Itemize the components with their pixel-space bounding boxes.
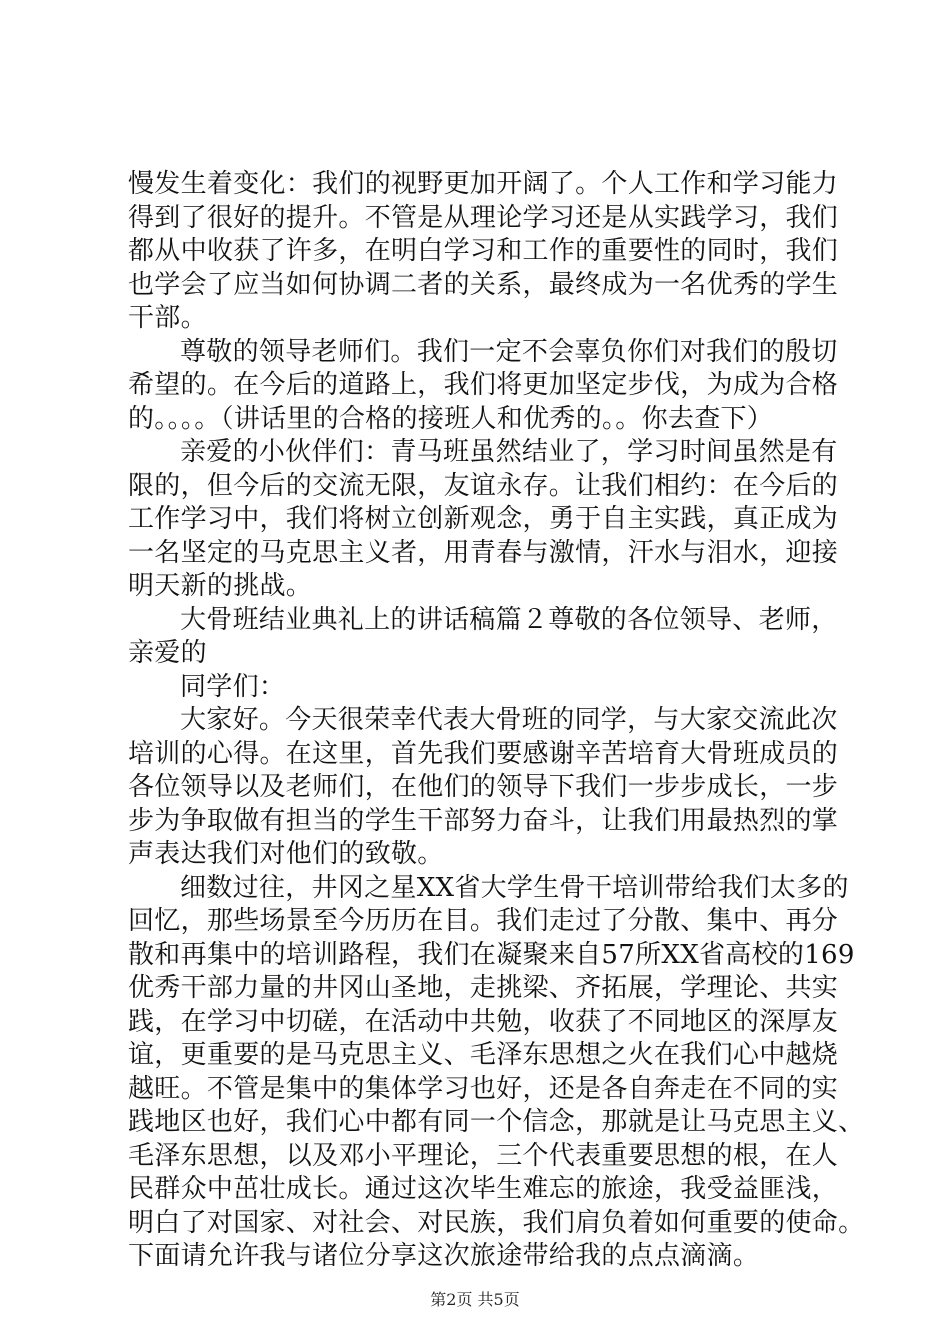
text-line: 干部。 xyxy=(128,303,207,333)
text-line: 践地区也好，我们心中都有同一个信念，那就是让马克思主义、 xyxy=(128,1107,865,1137)
text-line: 培训的心得。在这里，首先我们要感谢辛苦培育大骨班成员的 xyxy=(128,738,839,769)
text-line: 越旺。不管是集中的集体学习也好，还是各自奔走在不同的实 xyxy=(128,1073,839,1104)
text-line: 得到了很好的提升。不管是从理论学习还是从实践学习，我们 xyxy=(128,202,839,233)
text-line: 明天新的挑战。 xyxy=(128,571,313,601)
text-line: 声表达我们对他们的致敬。 xyxy=(128,839,444,869)
text-line: 各位领导以及老师们，在他们的领导下我们一步步成长，一步 xyxy=(128,772,839,802)
text-line: 明白了对国家、对社会、对民族，我们肩负着如何重要的使命。 xyxy=(128,1207,865,1238)
paragraph-first-line: 亲爱的小伙伴们：青马班虽然结业了，学习时间虽然是有 xyxy=(180,437,838,467)
document-body xyxy=(128,168,865,1274)
paragraph-first-line: 同学们： xyxy=(180,671,286,702)
text-line: 一名坚定的马克思主义者，用青春与激情，汗水与泪水，迎接 xyxy=(128,537,839,568)
paragraph-first-line: 大家好。今天很荣幸代表大骨班的同学，与大家交流此次 xyxy=(180,705,838,735)
text-line: 希望的。在今后的道路上，我们将更加坚定步伐，为成为合格 xyxy=(128,370,839,400)
paragraph-first-line: 大骨班结业典礼上的讲话稿篇２尊敬的各位领导、老师， xyxy=(180,604,838,635)
page-number-footer: 第2页 共5页 xyxy=(430,1290,520,1309)
paragraph-first-line: 细数过往，井冈之星XX省大学生骨干培训带给我们太多的 xyxy=(180,872,849,903)
text-line: 民群众中茁壮成长。通过这次毕生难忘的旅途，我受益匪浅， xyxy=(128,1174,839,1204)
text-line: 优秀干部力量的井冈山圣地，走挑梁、齐拓展，学理论、共实 xyxy=(128,973,839,1003)
text-line: 步为争取做有担当的学生干部努力奋斗，让我们用最热烈的掌 xyxy=(128,805,839,836)
text-line: 工作学习中，我们将树立创新观念，勇于自主实践，真正成为 xyxy=(128,504,839,534)
text-line: 慢发生着变化：我们的视野更加开阔了。个人工作和学习能力 xyxy=(128,169,839,199)
text-line: 毛泽东思想，以及邓小平理论，三个代表重要思想的根，在人 xyxy=(128,1140,839,1171)
text-line: 都从中收获了许多，在明白学习和工作的重要性的同时，我们 xyxy=(128,236,839,266)
text-line: 下面请允许我与诸位分享这次旅途带给我的点点滴滴。 xyxy=(128,1241,760,1271)
text-line: 限的，但今后的交流无限，友谊永存。让我们相约：在今后的 xyxy=(128,470,839,501)
text-line: 也学会了应当如何协调二者的关系，最终成为一名优秀的学生 xyxy=(128,269,839,300)
text-line: 谊，更重要的是马克思主义、毛泽东思想之火在我们心中越烧 xyxy=(128,1040,839,1070)
text-line: 践，在学习中切磋，在活动中共勉，收获了不同地区的深厚友 xyxy=(128,1006,839,1037)
text-line: 回忆，那些场景至今历历在目。我们走过了分散、集中、再分 xyxy=(128,906,839,936)
text-line: 的。。。。（讲话里的合格的接班人和优秀的。。你去查下） xyxy=(128,403,774,434)
text-line: 散和再集中的培训路程，我们在凝聚来自57所XX省高校的169 xyxy=(128,939,855,970)
text-line: 亲爱的 xyxy=(128,638,207,668)
paragraph-first-line: 尊敬的领导老师们。我们一定不会辜负你们对我们的殷切 xyxy=(180,336,838,367)
